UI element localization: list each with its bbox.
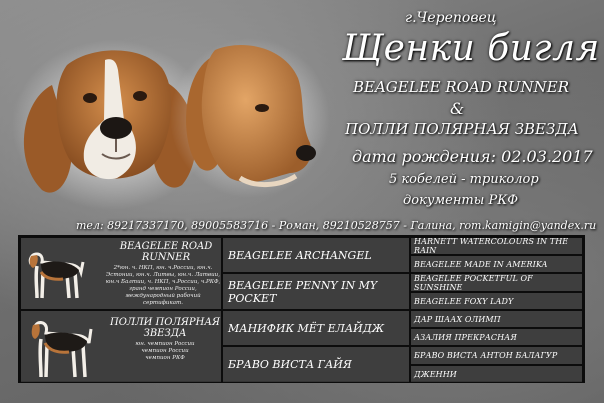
dam-name: ПОЛЛИ ПОЛЯРНАЯ ЗВЕЗДА (345, 120, 579, 138)
grandparent-cell: БРАВО ВИСТА ГАЙЯ (222, 346, 410, 383)
grandparent-cell: BEAGELEE PENNY IN MY POCKET (222, 273, 410, 310)
great-grandparent-cell: HARNETT WATERCOLOURS IN THE RAIN (410, 237, 583, 255)
great-grandparent-cell: АЗАЛИЯ ПРЕКРАСНАЯ (410, 328, 583, 346)
great-grandparent-cell: BEAGELEE MADE IN AMERIKA (410, 255, 583, 273)
dam-cell-titles: юн. чемпион России чемпион России чемпион РКФ (135, 341, 195, 361)
grandparent-cell: МАНИФИК МЁТ ЕЛАЙДЖ (222, 310, 410, 346)
great-grandparent-cell: ДЖЕННИ (410, 365, 583, 383)
grandparent-cell: BEAGELEE ARCHANGEL (222, 237, 410, 273)
great-grandparent-cell: ДАР ШААХ ОЛИМП (410, 310, 583, 328)
ampersand: & (450, 99, 465, 118)
birth-date: дата рождения: 02.03.2017 (352, 147, 593, 166)
sire-cell-name: BEAGELEE ROAD RUNNER (119, 241, 213, 263)
sire-name: BEAGELEE ROAD RUNNER (353, 78, 570, 96)
page-title: Щенки бигля (342, 28, 600, 69)
pedigree-table (18, 235, 585, 383)
beagle-standing-photo-2 (25, 315, 95, 385)
sire-cell-titles: 2*юн. ч. НКП, юн. ч.России, юн.ч. Эстонии, юн.ч. Литвы, юн.ч. Латвии, юн.ч Балтии, ч. НКП, ч.России, ч.РКФ, гранд чемпион России, международный рабочий сертификат. (105, 265, 221, 306)
city-label: г.Череповец (405, 10, 497, 26)
beagle-head-photo-2 (170, 38, 330, 198)
great-grandparent-cell: BEAGELEE FOXY LADY (410, 292, 583, 310)
great-grandparent-cell: BEAGELEE POCKETFUL OF SUNSHINE (410, 273, 583, 292)
litter-info: 5 кобелей - триколор (389, 172, 539, 187)
dam-cell (20, 310, 222, 383)
great-grandparent-cell: БРАВО ВИСТА АНТОН БАЛАГУР (410, 346, 583, 365)
beagle-standing-photo (23, 242, 87, 306)
dam-cell-name: ПОЛЛИ ПОЛЯРНАЯ ЗВЕЗДА (110, 317, 220, 339)
documents-info: документы РКФ (403, 193, 519, 208)
sire-cell (20, 237, 222, 310)
contact-info: тел: 89217337170, 89005583716 - Роман, 89210528757 - Галина, rom.kamigin@yandex.ru (76, 219, 597, 232)
